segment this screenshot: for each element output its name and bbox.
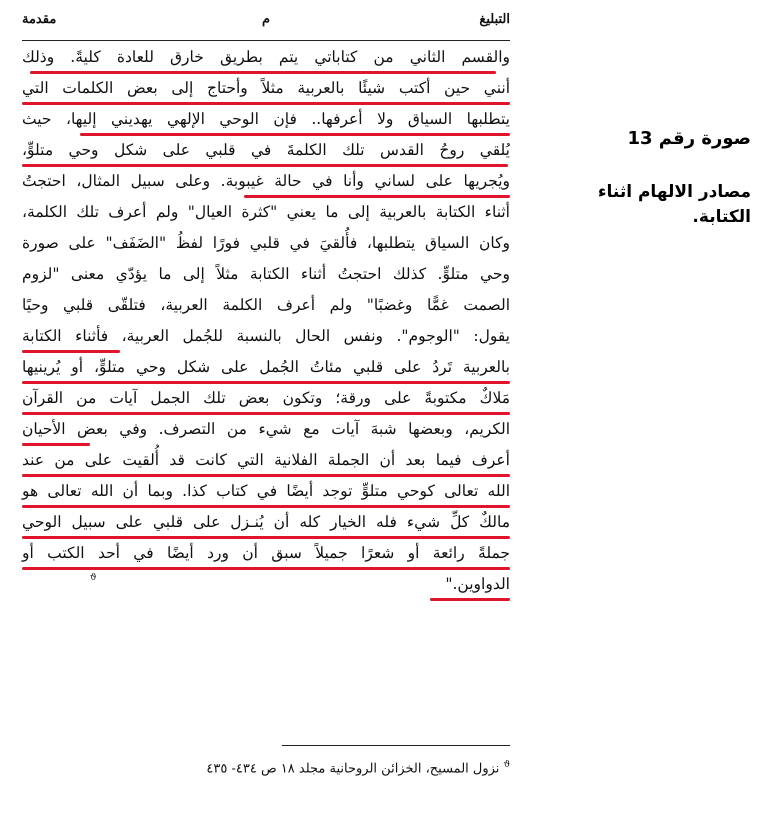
highlight-underline bbox=[22, 412, 510, 415]
highlight-underline bbox=[22, 443, 90, 446]
highlight-underline bbox=[30, 71, 496, 74]
text-line: وكان السياق يتطلبها، فأُلقيَ في قلبي فورًا لفظُ "الضَفَف" على صورة bbox=[22, 234, 510, 252]
text-line: يُلقي روحُ القدس تلك الكلمةَ في قلبي على شكل وحي متلوٍّ، bbox=[22, 137, 510, 168]
footnote-text: نزول المسيح، الخزائن الروحانية مجلد ١٨ ص ٤٣٤- ٤٣٥ bbox=[206, 761, 500, 777]
highlight-underline bbox=[22, 381, 510, 384]
highlight-underline bbox=[22, 536, 510, 539]
header-page-number: م bbox=[261, 12, 271, 27]
highlight-underline bbox=[22, 164, 508, 167]
highlight-underline bbox=[80, 133, 510, 136]
text-line: مَلاكٌ مكتوبةً على ورقة؛ وتكون بعض تلك الجمل آيات من القرآن bbox=[22, 385, 510, 416]
text-line: وحي متلوٍّ. كذلك احتجتُ أثناء الكتابة مثلاً إلى ما يؤدّي معنى "لزوم bbox=[22, 265, 510, 283]
footnote-divider bbox=[282, 745, 510, 746]
text-line: الكريم، وبعضها شبهَ آيات مع شيء من التصرف. وفي بعض الأحيان bbox=[22, 416, 510, 447]
text-line: ويُجريها على لساني وأنا في حالة غيبوبة. وعلى سبيل المثال، احتجتُ bbox=[22, 168, 510, 199]
footnote-marker: ϑ bbox=[503, 760, 510, 770]
highlight-underline bbox=[22, 350, 120, 353]
text-line: الدواوين." ϑ bbox=[22, 571, 510, 602]
highlight-underline bbox=[22, 505, 510, 508]
text-line: أثناء الكتابة بالعربية إلى ما يعني "كثرة العيال" ولم أعرف تلك الكلمة، bbox=[22, 203, 510, 221]
header-section: مقدمة bbox=[22, 12, 57, 27]
text-line: أعرف فيما بعد أن الجملة الفلانية التي كانت قد أُلقيت على من عند bbox=[22, 447, 510, 478]
text-line: الصمت غمًّا وغضبًا" ولم أعرف الكلمة العربية، فتلقّى قلبي وحيًا bbox=[22, 296, 510, 314]
highlight-underline bbox=[244, 195, 510, 198]
text-line: بالعربية تَردُ على قلبي مئاتُ الجُمل على شكل وحي متلوٍّ، أو يُرينيها bbox=[22, 354, 510, 385]
text-line: والقسم الثاني من كتاباتي يتم بطريق خارق للعادة كليةً. وذلك bbox=[22, 44, 510, 75]
figure-caption: مصادر الالهام اثناء الكتابة. bbox=[597, 182, 751, 227]
text-line: مالكٌ كلِّ شيء فله الخيار كله أن يُنـزل على قلبي على سبيل الوحي bbox=[22, 509, 510, 540]
text-line: جملةً رائعة أو شعرًا جميلاً سبق أن ورد أيضًا في أحد الكتب أو bbox=[22, 540, 510, 571]
running-header bbox=[22, 12, 510, 34]
figure-number: صورة رقم 13 bbox=[627, 128, 751, 149]
footnote bbox=[140, 760, 510, 776]
highlight-underline bbox=[430, 598, 510, 601]
header-book-title: التبليغ bbox=[479, 12, 510, 27]
highlight-underline bbox=[22, 102, 510, 105]
text-line: الله تعالى كوحي متلوٍّ توجد أيضًا في كتاب كذا. وبما أن الله تعالى هو bbox=[22, 478, 510, 509]
header-divider bbox=[22, 40, 510, 41]
body-text bbox=[22, 44, 510, 602]
highlight-underline bbox=[22, 567, 510, 570]
text-line: يقول: "الوجوم". ونفس الحال بالنسبة للجُمل العربية، فأثناء الكتابة bbox=[22, 323, 510, 354]
footnote-marker: ϑ bbox=[90, 573, 97, 583]
text-line: أنني حين أكتب شيئًا بالعربية مثلاً وأحتاج إلى بعض الكلمات التي bbox=[22, 75, 510, 106]
highlight-underline bbox=[22, 474, 510, 477]
text-line: يتطلبها السياق ولا أعرفها.. فإن الوحي الإلهي يهديني إليها، حيث bbox=[22, 106, 510, 137]
